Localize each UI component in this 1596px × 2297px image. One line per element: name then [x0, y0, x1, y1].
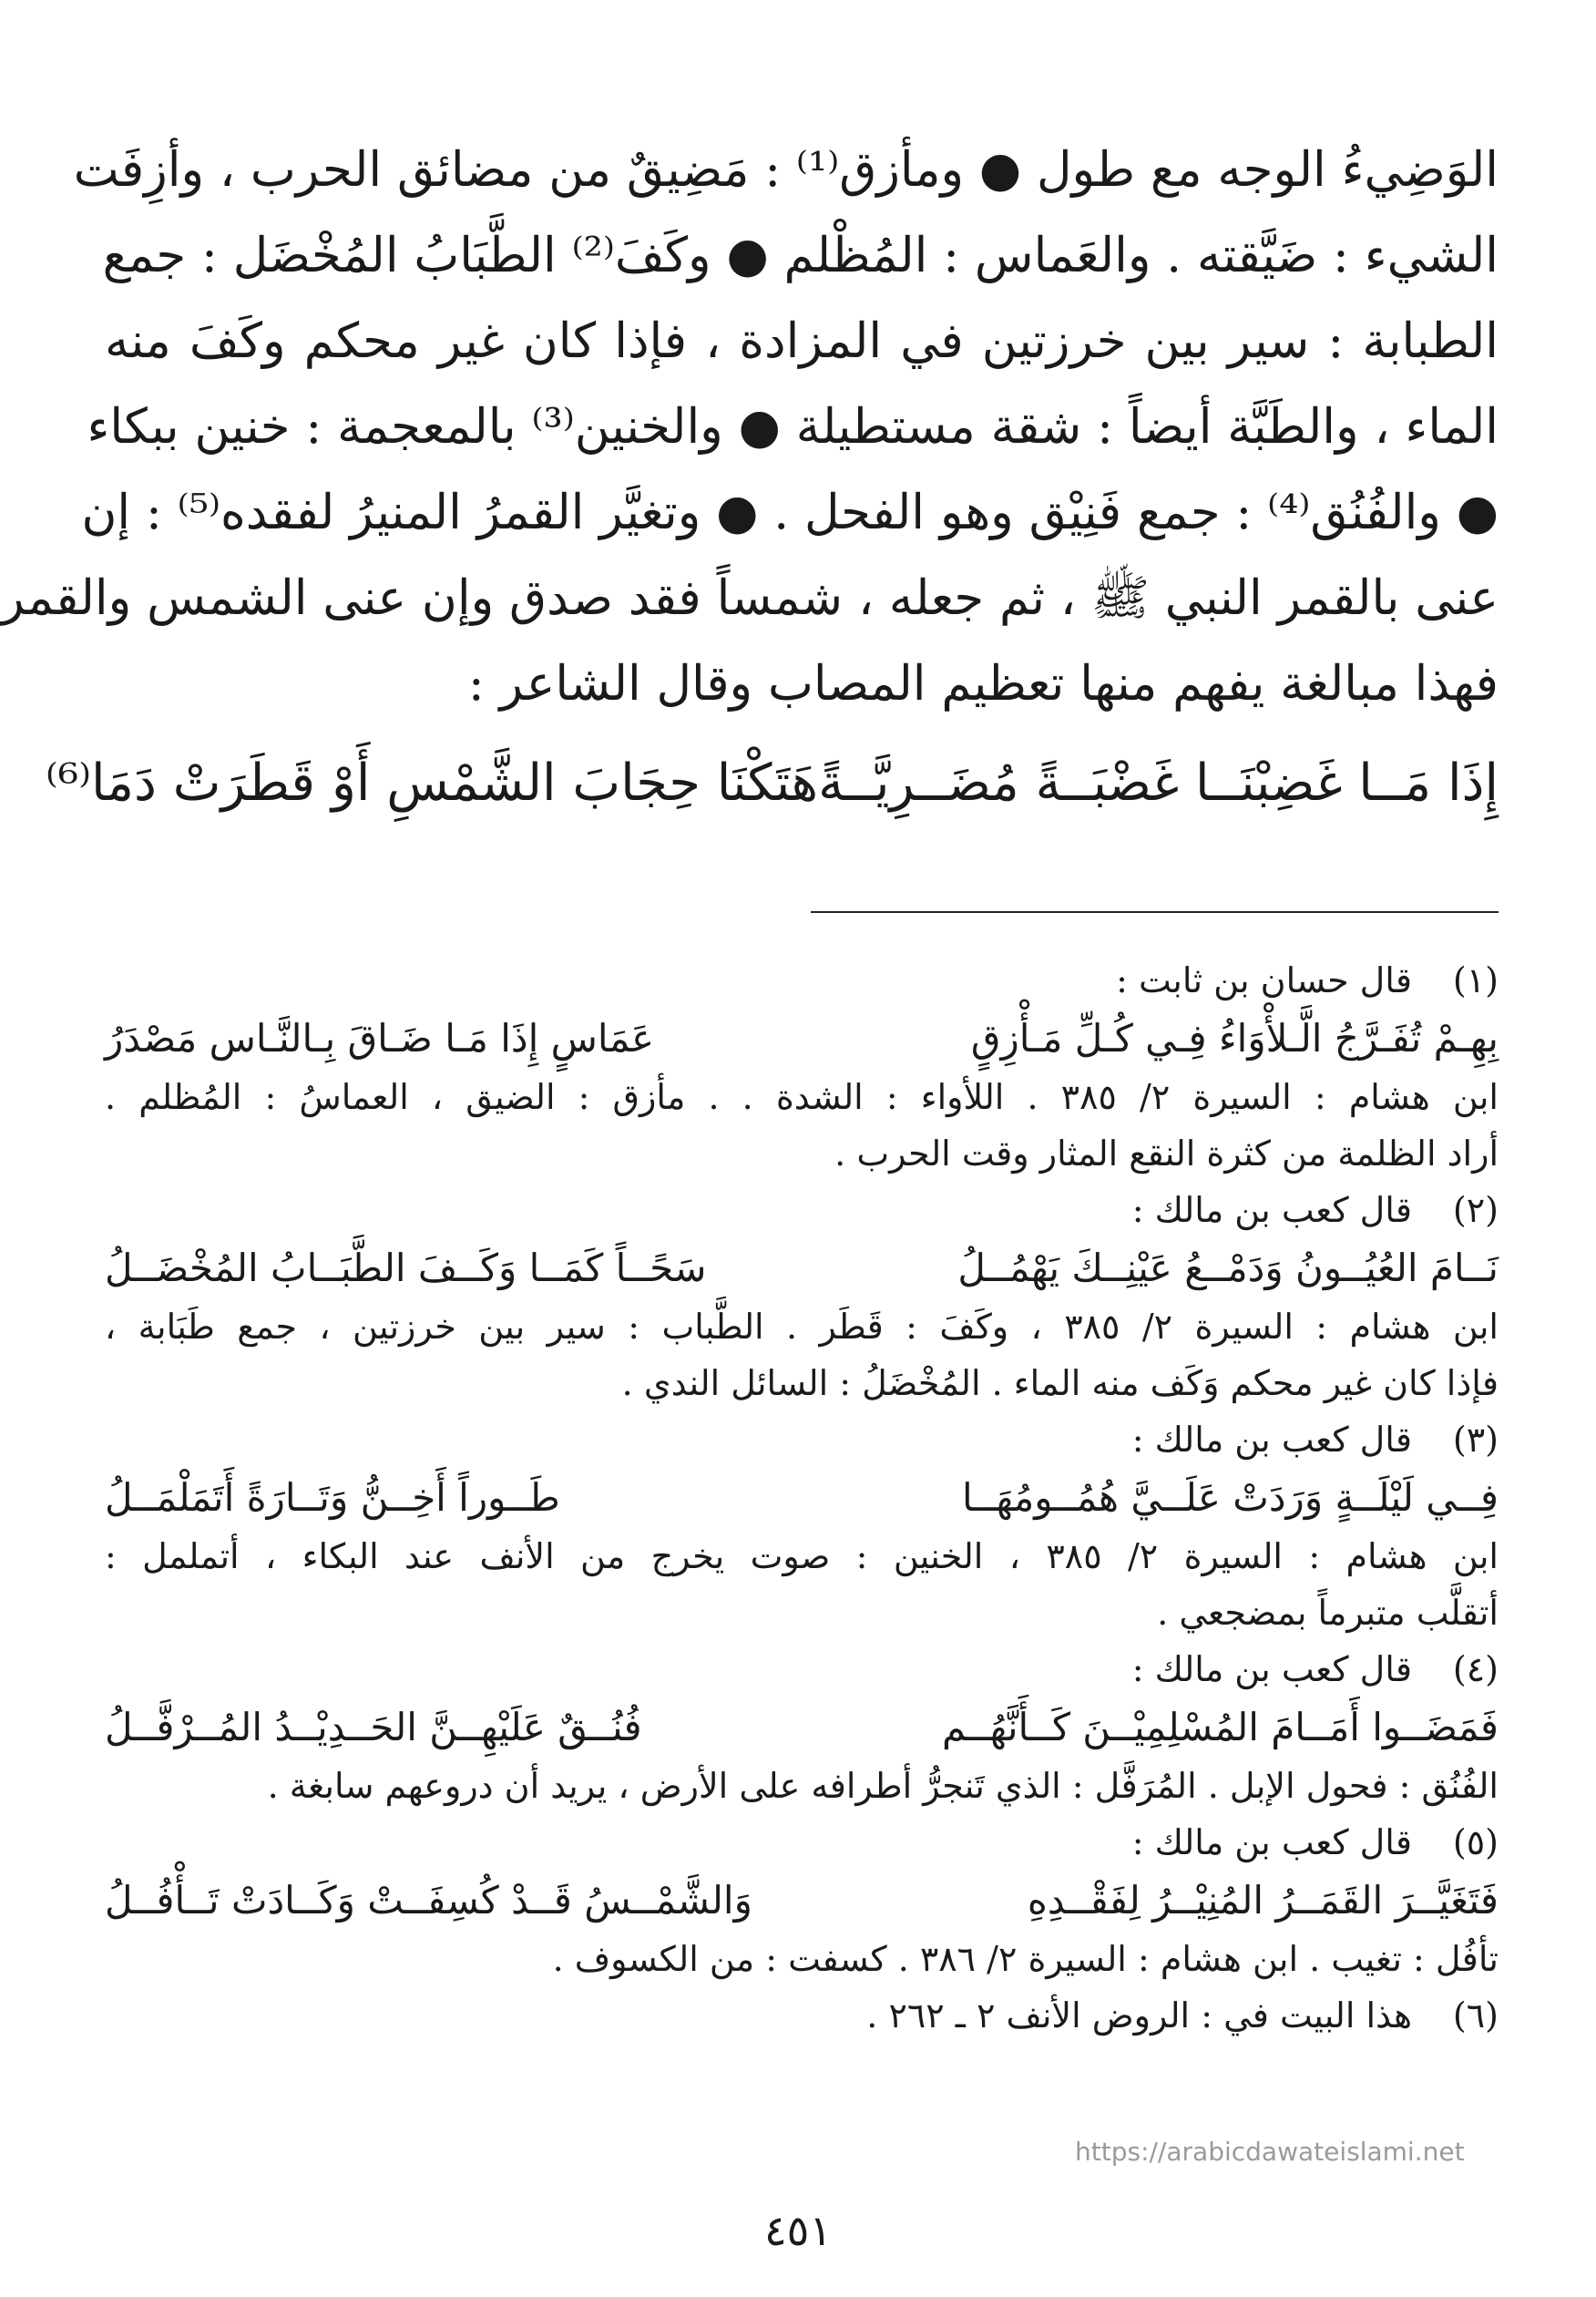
main-line: عنى بالقمر النبي ﷺ ، ثم جعله ، شمساً فقد صدق وإن عنى الشمس والقمر — [1, 570, 1499, 626]
verse-second-hemistich: هَتَكْنَا حِجَابَ الشَّمْسِ أَوْ قَطَرَتْ دَمَا⁽⁶⁾ — [45, 754, 819, 813]
main-line: فهذا مبالغة يفهم منها تعظيم المصاب وقال الشاعر : — [467, 656, 1499, 712]
verse-second-hemistich: سَحًــاً كَمَــا وَكَــفَ الطَّبَــابُ المُخْضَــلُ — [105, 1246, 707, 1290]
main-line: الطبابة : سير بين خرزتين في المزادة ، فإذا كان غير محكم وكَفَ منه — [105, 313, 1499, 369]
main-text — [1, 128, 1499, 727]
footnote-intro: قال كعب بن مالك : — [1131, 1190, 1412, 1230]
footnote-verse — [105, 1009, 1499, 1069]
footnote-5 — [105, 1814, 1499, 1987]
footnote-separator — [811, 911, 1499, 913]
footnote-2 — [105, 1182, 1499, 1411]
footnote-number: (٢) — [1452, 1190, 1499, 1230]
footnote-line: تأفُل : تغيب . ابن هشام : السيرة ٢/ ٣٨٦ . كسفت : من الكسوف . — [552, 1939, 1499, 1979]
footnote-header — [105, 952, 1499, 1009]
footnote-verse — [105, 1871, 1499, 1931]
verse-first-hemistich: بِهِـمْ تُفَـرَّجُ الَّـلأْوَاءُ فِـي كُـلِّ مَـأْزِقٍ — [970, 1016, 1499, 1061]
watermark-url: https://arabicdawateislami.net — [1075, 2137, 1465, 2167]
footnote-verse — [105, 1697, 1499, 1758]
footnote-intro: قال كعب بن مالك : — [1131, 1649, 1412, 1689]
footnote-line: أتقلَّب متبرماً بمضجعي . — [1157, 1593, 1499, 1633]
footnote-intro: قال حسان بن ثابت : — [1116, 960, 1412, 1000]
footnote-3 — [105, 1411, 1499, 1641]
footnote-line: الفُنُق : فحول الإبل . المُرَفَّل : الذي تَنجرُّ أطرافه على الأرض ، يريد أن دروعهم سابغة . — [267, 1766, 1499, 1806]
footnote-header — [105, 1182, 1499, 1238]
main-line: ● والفُنُق⁽⁴⁾ : جمع فَنِيْق وهو الفحل . ● وتغيَّر القمرُ المنيرُ لفقده⁽⁵⁾ : إن — [81, 485, 1499, 540]
poem-verse — [45, 738, 1499, 829]
page-body — [1, 128, 1499, 2223]
footnote-number: (٤) — [1452, 1649, 1499, 1689]
main-line: الشيء : ضَيَّقته . والعَماس : المُظْلم ● وكَفَ⁽²⁾ الطَّبَابُ المُخْضَل : جمع — [102, 228, 1499, 283]
page-number: ٤٥١ — [763, 2206, 833, 2255]
footnote-1 — [105, 952, 1499, 1182]
footnote-6 — [105, 1987, 1499, 2044]
footnote-line: فإذا كان غير محكم وَكَف منه الماء . المُخْضَلُ : السائل الندي . — [621, 1363, 1499, 1403]
footnote-intro: قال كعب بن مالك : — [1131, 1822, 1412, 1862]
verse-second-hemistich: فُنُــقٌ عَلَيْهِــنَّ الحَــدِيْــدُ المُــرْفَّــلُ — [105, 1705, 642, 1749]
footnote-line: ابن هشام : السيرة ٢/ ٣٨٥ ، الخنين : صوت يخرج من الأنف عند البكاء ، أتململ : — [105, 1536, 1499, 1576]
verse-second-hemistich: عَمَاسٍ إِذَا مَـا ضَـاقَ بِـالنَّـاس مَصْدَرُ — [105, 1016, 655, 1061]
verse-second-hemistich: وَالشَّمْــسُ قَــدْ كُسِفَــتْ وَكَــادَتْ تَــأْفُــلُ — [105, 1878, 752, 1923]
footnote-line: أراد الظلمة من كثرة النقع المثار وقت الحرب . — [834, 1133, 1499, 1174]
verse-second-hemistich: طَــوراً أَخِــنُّ وَتَــارَةً أَتَمَلْمَــلُ — [105, 1475, 560, 1520]
main-line: الوَضِيءُ الوجه مع طول ● ومأزق⁽¹⁾ : مَضِيقٌ من مضائق الحرب ، وأزِفَت — [73, 142, 1499, 198]
verse-first-hemistich: فَمَضَــوا أَمَــامَ المُسْلِمِيْــنَ كَــأَنَّهُــم — [941, 1705, 1499, 1749]
main-line: الماء ، والطَبَّة أيضاً : شقة مستطيلة ● والخنين⁽³⁾ بالمعجمة : خنين ببكاء — [87, 399, 1499, 455]
footnote-header — [105, 1814, 1499, 1871]
footnote-number: (٣) — [1452, 1420, 1499, 1460]
footnote-verse — [105, 1238, 1499, 1298]
footnote-number: (٥) — [1452, 1822, 1499, 1862]
footnote-header — [105, 1411, 1499, 1468]
footnote-verse — [105, 1468, 1499, 1528]
footnote-intro: قال كعب بن مالك : — [1131, 1420, 1412, 1460]
footnote-header — [105, 1987, 1499, 2044]
verse-first-hemistich: فِــي لَيْلَــةٍ وَرَدَتْ عَلَــيَّ هُمُــومُهَــا — [962, 1475, 1499, 1520]
verse-first-hemistich: إِذَا مَــا غَضِبْنَــا غَضْبَــةً مُضَــرِيَّــةً — [818, 754, 1499, 813]
footnote-number: (١) — [1452, 960, 1499, 1000]
footnotes — [105, 952, 1499, 2044]
footnote-4 — [105, 1641, 1499, 1814]
footnote-intro: هذا البيت في : الروض الأنف ٢ ـ ٢٦٢ . — [866, 1995, 1412, 2036]
footnote-number: (٦) — [1452, 1995, 1499, 2036]
footnote-header — [105, 1641, 1499, 1697]
verse-first-hemistich: نَــامَ العُيُــونُ وَدَمْــعُ عَيْنِــكَ يَهْمُــلُ — [957, 1246, 1499, 1290]
verse-first-hemistich: فَتَغَيَّــرَ القَمَــرُ المُنِيْــرُ لِفَقْــدِهِ — [1027, 1878, 1499, 1923]
footnote-line: ابن هشام : السيرة ٢/ ٣٨٥ . اللأواء : الشدة . . مأزق : الضيق ، العماسُ : المُظلم . — [105, 1077, 1499, 1117]
footnote-line: ابن هشام : السيرة ٢/ ٣٨٥ ، وكَفَ : قَطَر . الطَّباب : سير بين خرزتين ، جمع طَبَابة ، — [105, 1307, 1499, 1347]
